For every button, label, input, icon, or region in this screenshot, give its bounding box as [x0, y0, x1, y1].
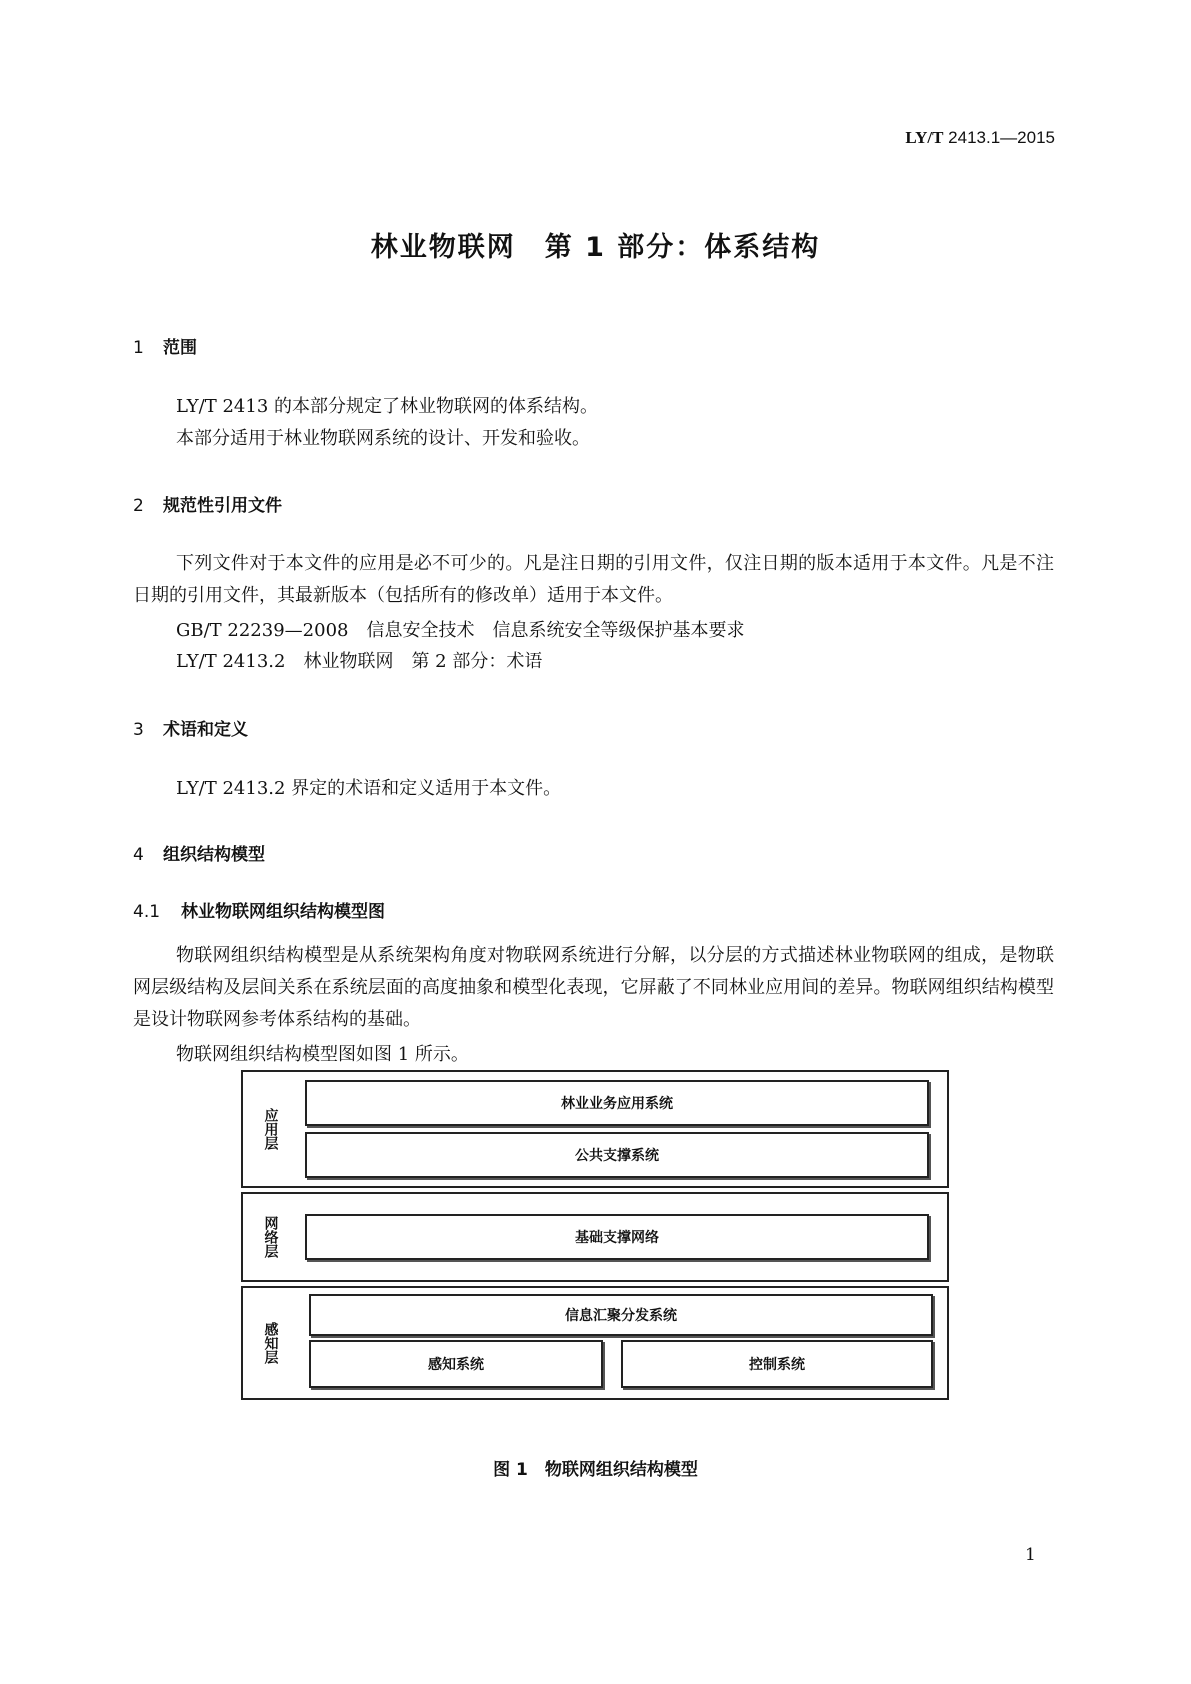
info-aggregation-distribution-system: 信息汇聚分发系统 — [309, 1294, 933, 1336]
section-2-paragraph-1: 下列文件对于本文件的应用是必不可少的。凡是注日期的引用文件，仅注日期的版本适用于本文件。凡是不注日期的引用文件，其最新版本（包括所有的修改单）适用于本文件。 — [133, 553, 1054, 606]
section-title: 规范性引用文件 — [163, 496, 282, 516]
public-support-system: 公共支撑系统 — [305, 1132, 929, 1178]
figure-caption: 图 1 物联网组织结构模型 — [493, 1460, 698, 1480]
layer-label: 感知层 — [262, 1322, 279, 1364]
section-2-heading — [133, 491, 282, 516]
section-1-heading — [133, 333, 197, 358]
perception-system: 感知系统 — [309, 1340, 603, 1388]
section-number: 4.1 — [133, 902, 161, 922]
application-layer — [241, 1070, 949, 1188]
section-title: 范围 — [163, 338, 197, 358]
section-4-heading — [133, 840, 265, 865]
control-system: 控制系统 — [621, 1340, 933, 1388]
normative-reference-1: GB/T 22239—2008 信息安全技术 信息系统安全等级保护基本要求 — [176, 620, 745, 641]
section-1-paragraph-2: 本部分适用于林业物联网系统的设计、开发和验收。 — [176, 428, 590, 449]
organization-structure-diagram — [241, 1070, 949, 1402]
section-3-heading — [133, 715, 248, 740]
section-number: 1 — [133, 338, 144, 358]
section-title: 林业物联网组织结构模型图 — [181, 902, 385, 922]
section-number: 2 — [133, 496, 144, 516]
forestry-business-app-system: 林业业务应用系统 — [305, 1080, 929, 1126]
section-title: 组织结构模型 — [163, 845, 265, 865]
section-title: 术语和定义 — [163, 720, 248, 740]
layer-label: 网络层 — [262, 1216, 279, 1258]
standard-code: 2413.1—2015 — [948, 128, 1055, 147]
section-4-1-paragraph-1: 物联网组织结构模型是从系统架构角度对物联网系统进行分解，以分层的方式描述林业物联网的组成，是物联网层级结构及层间关系在系统层面的高度抽象和模型化表现，它屏蔽了不同林业应用间的差异。物联网组织结构模型是设计物联网参考体系结构的基础。 — [133, 945, 1054, 1030]
section-number: 3 — [133, 720, 144, 740]
section-3-paragraph-1: LY/T 2413.2 界定的术语和定义适用于本文件。 — [176, 778, 562, 799]
section-number: 4 — [133, 845, 144, 865]
infrastructure-network: 基础支撑网络 — [305, 1214, 929, 1260]
section-4-1-heading — [133, 897, 385, 922]
perception-layer — [241, 1286, 949, 1400]
section-4-1-paragraph-2: 物联网组织结构模型图如图 1 所示。 — [176, 1044, 469, 1065]
section-1-paragraph-1: LY/T 2413 的本部分规定了林业物联网的体系结构。 — [176, 396, 599, 417]
layer-label: 应用层 — [262, 1108, 279, 1150]
standard-number — [905, 128, 1055, 148]
document-title: 林业物联网 第 1 部分：体系结构 — [370, 232, 821, 263]
standard-prefix: LY/T — [905, 128, 944, 147]
network-layer — [241, 1192, 949, 1282]
page-number: 1 — [1025, 1545, 1036, 1565]
normative-reference-2: LY/T 2413.2 林业物联网 第 2 部分：术语 — [176, 651, 543, 672]
